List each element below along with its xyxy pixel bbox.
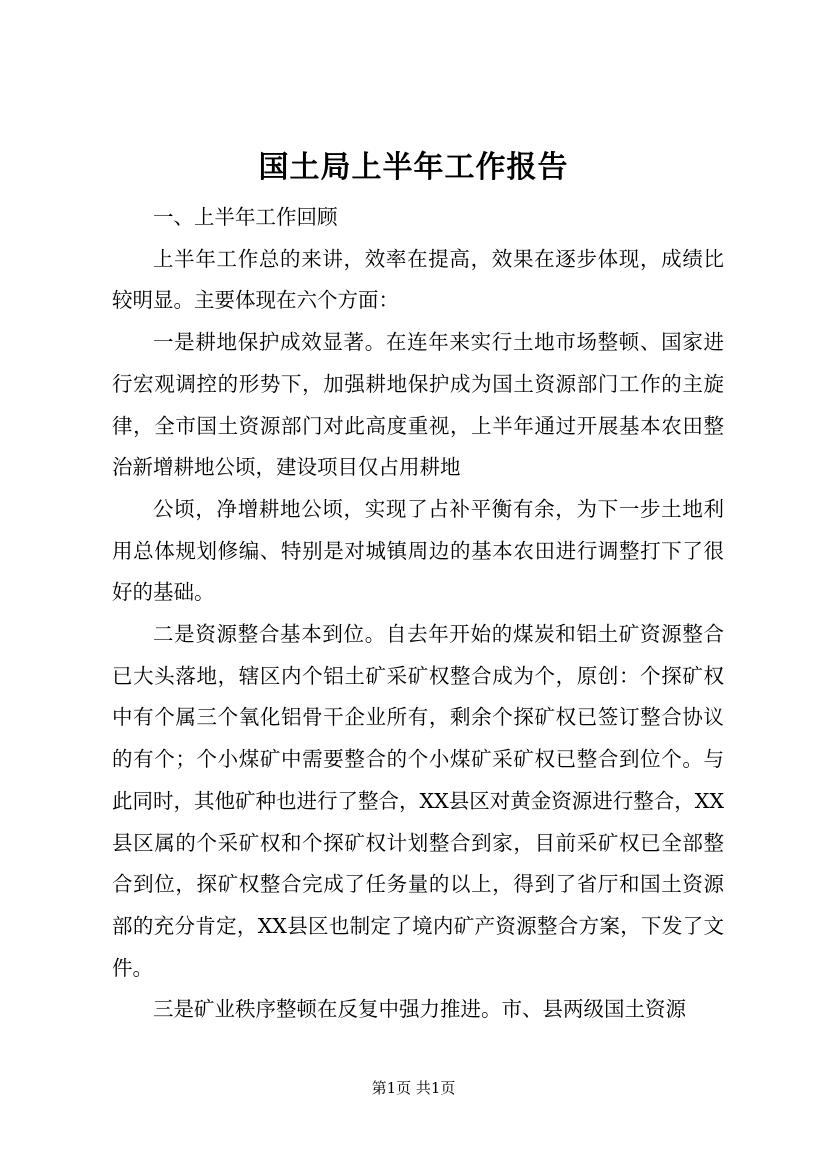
paragraph-farmland-protection: 一是耕地保护成效显著。在连年来实行土地市场整顿、国家进行宏观调控的形势下，加强耕地保护成为国土资源部门工作的主旋律，全市国土资源部门对此高度重视，上半年通过开展基本农田整治新增耕地公顷，建设项目仅占用耕地 xyxy=(112,330,724,480)
paragraph-summary: 上半年工作总的来讲，效率在提高，效果在逐步体现，成绩比较明显。主要体现在六个方面： xyxy=(112,246,724,313)
section-heading: 一、上半年工作回顾 xyxy=(153,205,338,229)
document-body xyxy=(112,197,724,1031)
paragraph-resource-integration: 二是资源整合基本到位。自去年开始的煤炭和铝土矿资源整合已大头落地，辖区内个铝土矿采矿权整合成为个，原创：个探矿权中有个属三个氧化铝骨干企业所有，剩余个探矿权已签订整合协议的有个；个小煤矿中需要整合的个小煤矿采矿权已整合到位个。与此同时，其他矿种也进行了整合，XX县区对黄金资源进行整合，XX县区属的个采矿权和个探矿权计划整合到家，目前采矿权已全部整合到位，探矿权整合完成了任务量的以上，得到了省厅和国土资源部的充分肯定，XX县区也制定了境内矿产资源整合方案，下发了文件。 xyxy=(112,622,724,980)
document-title: 国土局上半年工作报告 xyxy=(258,150,569,185)
page-number: 第1页 共1页 xyxy=(371,1079,456,1097)
paragraph-mining-order: 三是矿业秩序整顿在反复中强力推进。市、县两级国土资源 xyxy=(153,997,686,1022)
paragraph-farmland-continued: 公顷，净增耕地公顷，实现了占补平衡有余，为下一步土地利用总体规划修编、特别是对城镇周边的基本农田进行调整打下了很好的基础。 xyxy=(112,496,724,605)
